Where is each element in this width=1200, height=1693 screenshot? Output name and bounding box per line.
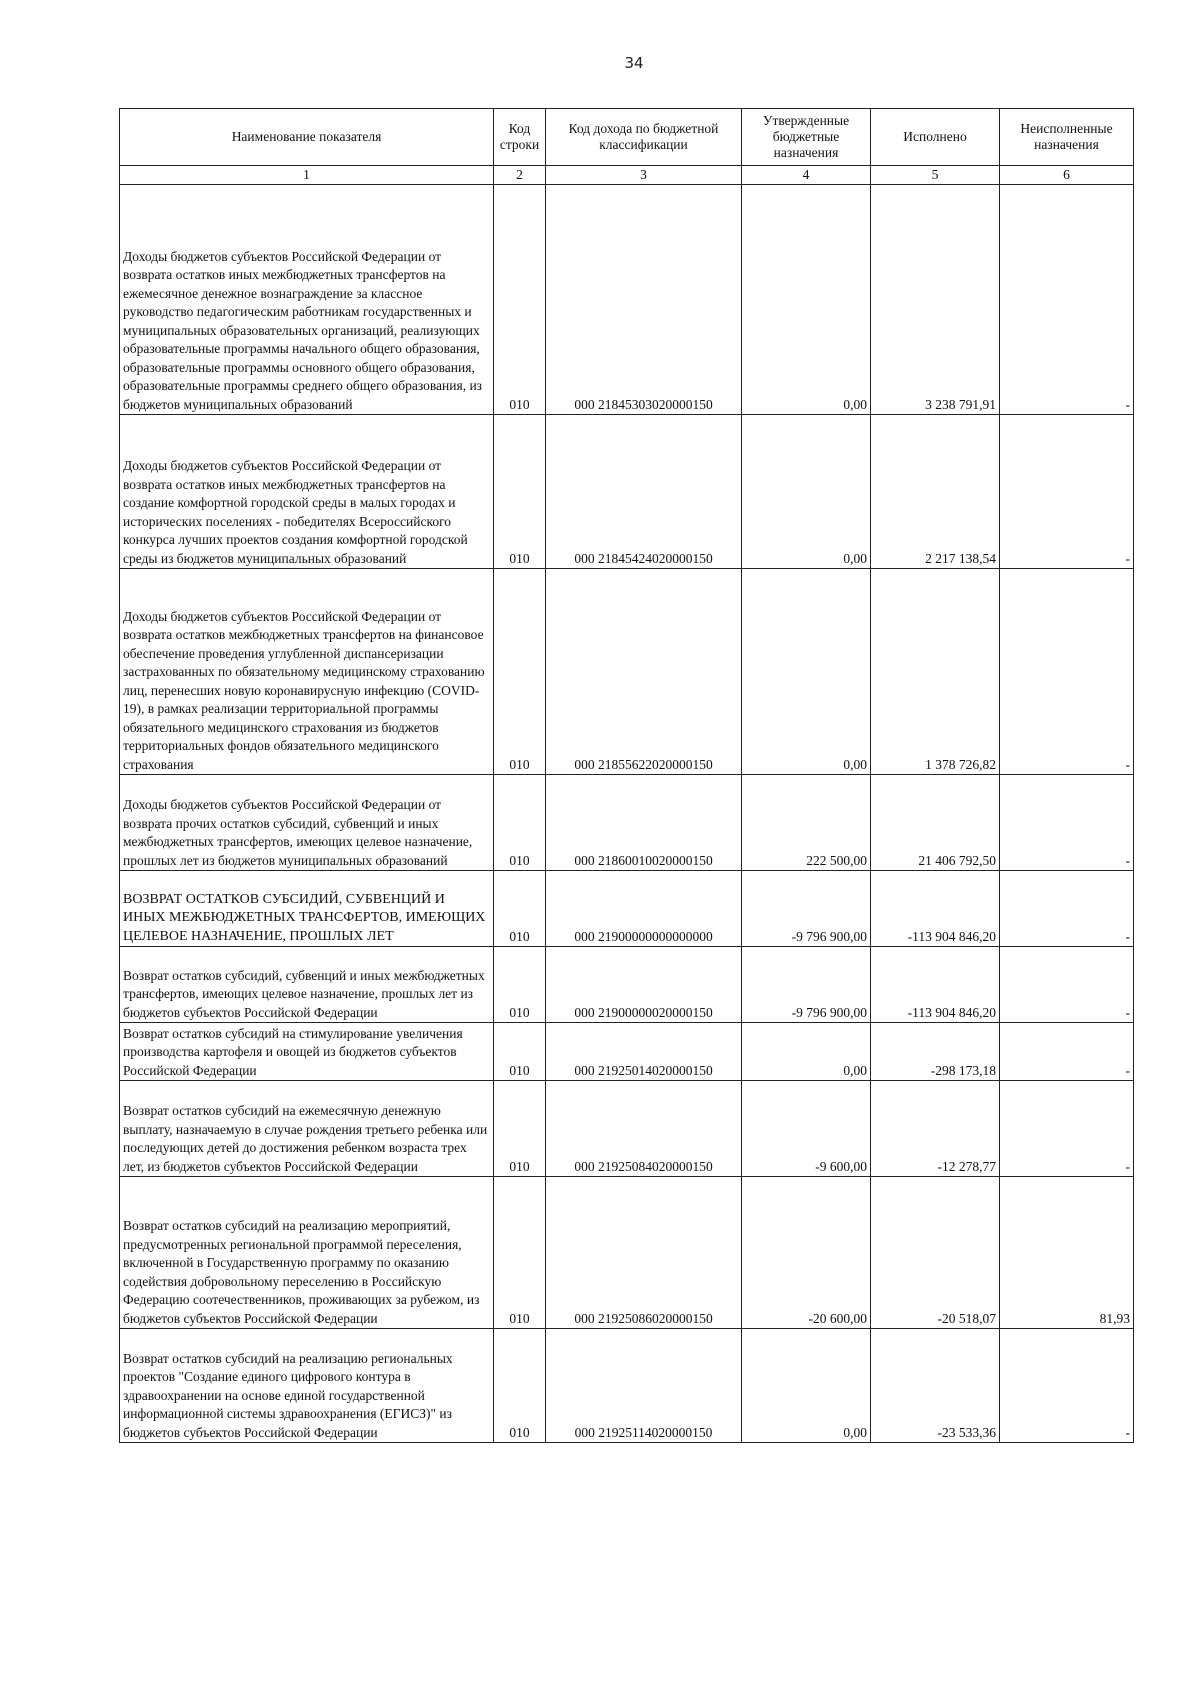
row-name: ВОЗВРАТ ОСТАТКОВ СУБСИДИЙ, СУБВЕНЦИЙ И ИНЫХ МЕЖБЮДЖЕТНЫХ ТРАНСФЕРТОВ, ИМЕЮЩИХ ЦЕЛЕВОЕ НАЗНАЧЕНИЕ, ПРОШЛЫХ ЛЕТ [120, 871, 494, 947]
row-executed: -113 904 846,20 [871, 871, 1000, 947]
row-executed: -20 518,07 [871, 1177, 1000, 1329]
row-code: 010 [494, 569, 546, 775]
row-name: Возврат остатков субсидий, субвенций и иных межбюджетных трансфертов, имеющих целевое назначение, прошлых лет из бюджетов субъектов Российской Федерации [120, 947, 494, 1023]
row-approved: -9 796 900,00 [742, 871, 871, 947]
row-code: 010 [494, 871, 546, 947]
row-name: Доходы бюджетов субъектов Российской Федерации от возврата прочих остатков субсидий, субвенций и иных межбюджетных трансфертов, имеющих целевое назначение, прошлых лет из бюджетов муниципальных образований [120, 775, 494, 871]
row-executed: 2 217 138,54 [871, 415, 1000, 569]
row-approved: -9 796 900,00 [742, 947, 871, 1023]
row-executed: -23 533,36 [871, 1329, 1000, 1443]
row-name: Возврат остатков субсидий на стимулирование увеличения производства картофеля и овощей из бюджетов субъектов Российской Федерации [120, 1023, 494, 1081]
row-name: Доходы бюджетов субъектов Российской Федерации от возврата остатков межбюджетных трансфертов на финансовое обеспечение проведения углубленной диспансеризации застрахованных по обязательному медицинскому страхованию лиц, перенесших новую коронавирусную инфекцию (COVID-19), в рамках реализации территориальной программы обязательного медицинского страхования из бюджетов территориальных фондов обязательного медицинского страхования [120, 569, 494, 775]
budget-revenue-table [119, 108, 1134, 1443]
row-unexecuted: - [1000, 185, 1134, 415]
row-name: Доходы бюджетов субъектов Российской Федерации от возврата остатков иных межбюджетных трансфертов на создание комфортной городской среды в малых городах и исторических поселениях - победителях Всероссийского конкурса лучших проектов создания комфортной городской среды из бюджетов муниципальных образований [120, 415, 494, 569]
row-code: 010 [494, 1329, 546, 1443]
table-row [120, 871, 1134, 947]
row-unexecuted: - [1000, 871, 1134, 947]
row-kbk: 000 21860010020000150 [546, 775, 742, 871]
header-unexecuted: Неисполненные назначения [1000, 109, 1134, 166]
row-kbk: 000 21925014020000150 [546, 1023, 742, 1081]
row-approved: 0,00 [742, 185, 871, 415]
row-code: 010 [494, 1177, 546, 1329]
header-indicator-name: Наименование показателя [120, 109, 494, 166]
table-row [120, 775, 1134, 871]
row-executed: 21 406 792,50 [871, 775, 1000, 871]
row-kbk: 000 21925086020000150 [546, 1177, 742, 1329]
row-code: 010 [494, 775, 546, 871]
row-executed: -298 173,18 [871, 1023, 1000, 1081]
row-approved: 0,00 [742, 569, 871, 775]
row-kbk: 000 21845303020000150 [546, 185, 742, 415]
row-executed: 3 238 791,91 [871, 185, 1000, 415]
row-unexecuted: - [1000, 1329, 1134, 1443]
table-row [120, 1329, 1134, 1443]
row-unexecuted: - [1000, 415, 1134, 569]
row-approved: -9 600,00 [742, 1081, 871, 1177]
row-name: Доходы бюджетов субъектов Российской Федерации от возврата остатков иных межбюджетных трансфертов на ежемесячное денежное вознаграждение за классное руководство педагогическим работникам государственных и муниципальных образовательных организаций, реализующих образовательные программы начального общего образования, образовательные программы основного общего образования, образовательные программы среднего общего образования, из бюджетов муниципальных образований [120, 185, 494, 415]
page-number: 34 [624, 54, 644, 72]
header-revenue-code: Код дохода по бюджетной классификации [546, 109, 742, 166]
row-code: 010 [494, 1023, 546, 1081]
row-code: 010 [494, 1081, 546, 1177]
table-row [120, 1081, 1134, 1177]
row-unexecuted: - [1000, 569, 1134, 775]
table-row [120, 569, 1134, 775]
row-executed: -12 278,77 [871, 1081, 1000, 1177]
header-executed: Исполнено [871, 109, 1000, 166]
column-number: 2 [494, 166, 546, 185]
row-executed: 1 378 726,82 [871, 569, 1000, 775]
row-approved: 222 500,00 [742, 775, 871, 871]
row-unexecuted: - [1000, 1023, 1134, 1081]
column-number: 4 [742, 166, 871, 185]
row-executed: -113 904 846,20 [871, 947, 1000, 1023]
column-number-row [120, 166, 1134, 185]
row-approved: 0,00 [742, 1329, 871, 1443]
header-line-code: Код строки [494, 109, 546, 166]
row-approved: -20 600,00 [742, 1177, 871, 1329]
table-row [120, 1023, 1134, 1081]
table-header-row [120, 109, 1134, 166]
row-code: 010 [494, 185, 546, 415]
row-name: Возврат остатков субсидий на реализацию региональных проектов "Создание единого цифрового контура в здравоохранении на основе единой государственной информационной системы здравоохранения (ЕГИСЗ)" из бюджетов субъектов Российской Федерации [120, 1329, 494, 1443]
row-approved: 0,00 [742, 1023, 871, 1081]
row-name: Возврат остатков субсидий на реализацию мероприятий, предусмотренных региональной программой переселения, включенной в Государственную программу по оказанию содействия добровольному переселению в Российскую Федерацию соотечественников, проживающих за рубежом, из бюджетов субъектов Российской Федерации [120, 1177, 494, 1329]
row-name: Возврат остатков субсидий на ежемесячную денежную выплату, назначаемую в случае рождения третьего ребенка или последующих детей до достижения ребенком возраста трех лет, из бюджетов субъектов Российской Федерации [120, 1081, 494, 1177]
table-row [120, 1177, 1134, 1329]
table-row [120, 947, 1134, 1023]
row-code: 010 [494, 415, 546, 569]
row-kbk: 000 21925114020000150 [546, 1329, 742, 1443]
row-kbk: 000 21900000020000150 [546, 947, 742, 1023]
row-kbk: 000 21845424020000150 [546, 415, 742, 569]
row-unexecuted: - [1000, 1081, 1134, 1177]
row-code: 010 [494, 947, 546, 1023]
column-number: 1 [120, 166, 494, 185]
row-unexecuted: 81,93 [1000, 1177, 1134, 1329]
column-number: 5 [871, 166, 1000, 185]
row-unexecuted: - [1000, 775, 1134, 871]
table-row [120, 185, 1134, 415]
row-kbk: 000 21900000000000000 [546, 871, 742, 947]
row-approved: 0,00 [742, 415, 871, 569]
row-unexecuted: - [1000, 947, 1134, 1023]
column-number: 3 [546, 166, 742, 185]
header-approved: Утвержденные бюджетные назначения [742, 109, 871, 166]
row-kbk: 000 21855622020000150 [546, 569, 742, 775]
column-number: 6 [1000, 166, 1134, 185]
row-kbk: 000 21925084020000150 [546, 1081, 742, 1177]
table-row [120, 415, 1134, 569]
